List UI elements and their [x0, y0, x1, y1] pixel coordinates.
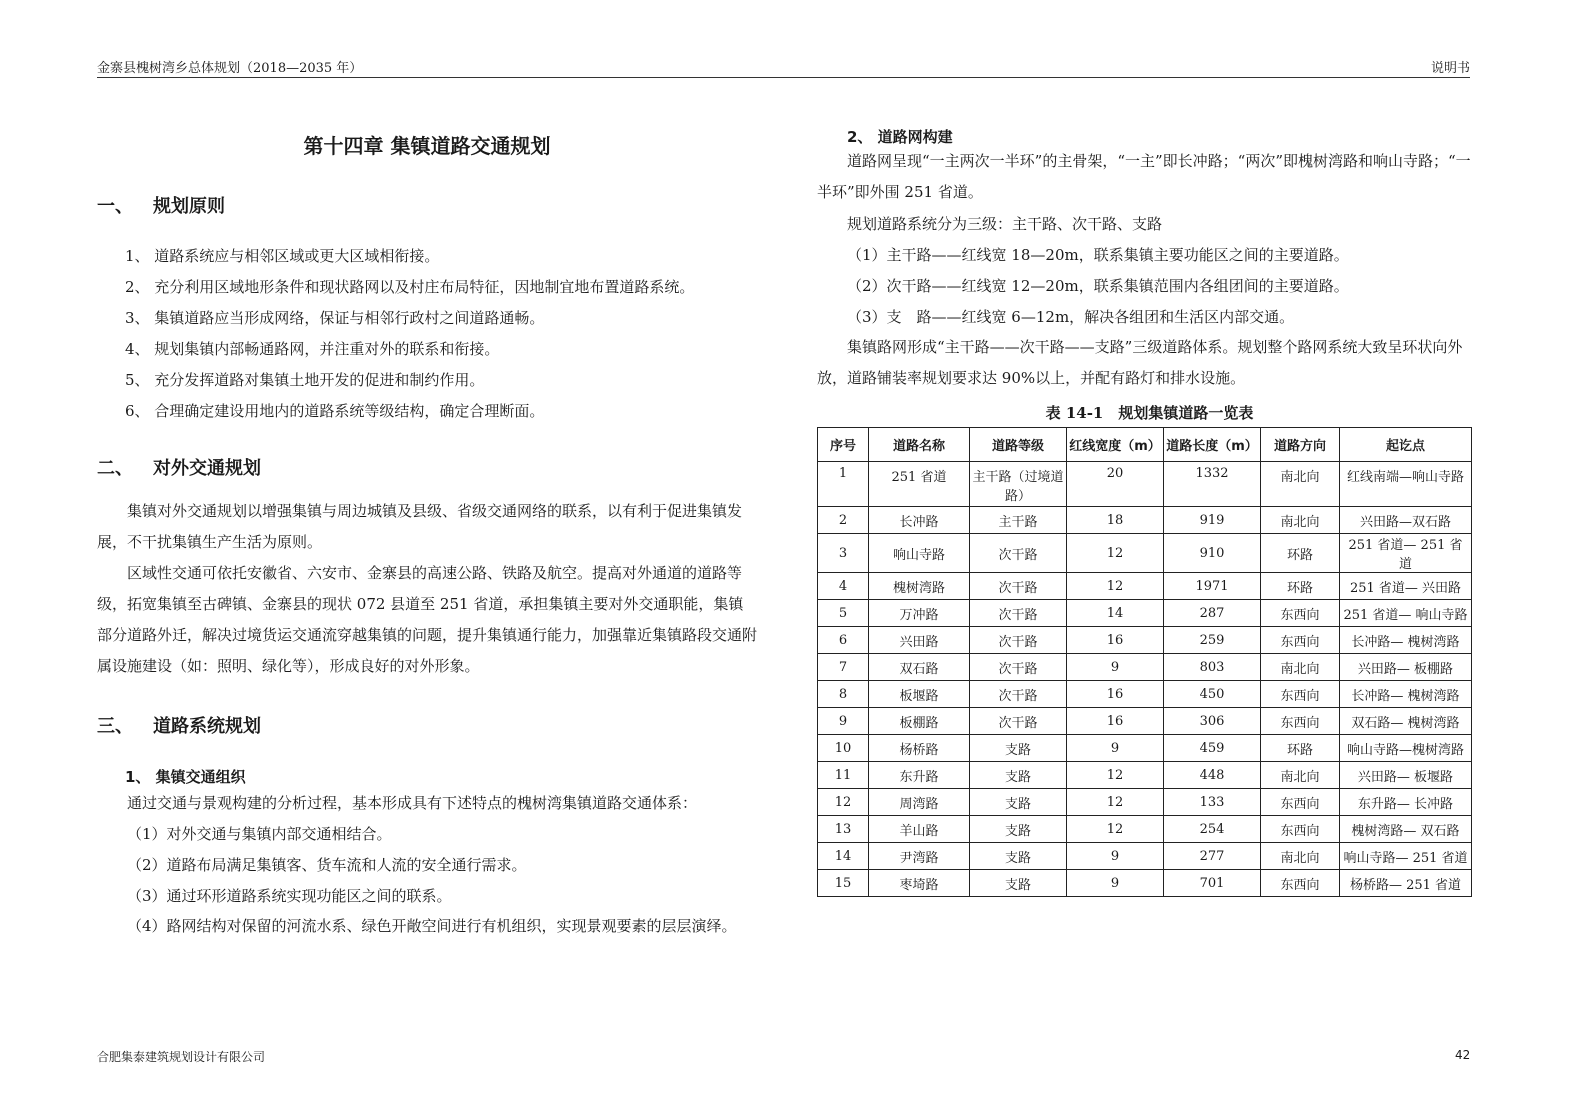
- table-cell: 响山寺路— 251 省道: [1340, 843, 1472, 870]
- header-document-type: 说明书: [1430, 61, 1470, 76]
- table-cell: 251 省道— 响山寺路: [1340, 600, 1472, 627]
- table-cell: 12: [1067, 573, 1164, 600]
- table-cell: 响山寺路—槐树湾路: [1340, 735, 1472, 762]
- table-cell: 板堰路: [869, 681, 970, 708]
- table-cell: 东西向: [1261, 600, 1340, 627]
- column-header: 起讫点: [1340, 428, 1472, 462]
- table-cell: 支路: [970, 789, 1067, 816]
- table-row: [818, 462, 1472, 507]
- table-cell: 双石路: [869, 654, 970, 681]
- list-item: 1、 道路系统应与相邻区域或更大区域相衔接。: [125, 247, 440, 265]
- table-cell: 9: [1067, 735, 1164, 762]
- paragraph: 道路网呈现“一主两次一半环”的主骨架，“一主”即长冲路；“两次”即槐树湾路和响山寺路；“一半环”即外围 251 省道。: [817, 152, 1471, 201]
- table-cell: 东升路— 长冲路: [1340, 789, 1472, 816]
- table-row: [818, 627, 1472, 654]
- table-cell: 133: [1164, 789, 1261, 816]
- paragraph: 集镇路网形成“主干路——次干路——支路”三级道路体系。规划整个路网系统大致呈环状向外放，道路铺装率规划要求达 90%以上，并配有路灯和排水设施。: [817, 338, 1463, 387]
- table-cell: 5: [818, 600, 869, 627]
- table-cell: 9: [1067, 870, 1164, 897]
- table-cell: 12: [1067, 534, 1164, 573]
- list-item: （1）对外交通与集镇内部交通相结合。: [127, 825, 392, 843]
- table-cell: 槐树湾路: [869, 573, 970, 600]
- table-row: [818, 708, 1472, 735]
- table-cell: 6: [818, 627, 869, 654]
- table-cell: 287: [1164, 600, 1261, 627]
- table-cell: 主干路: [970, 507, 1067, 534]
- table-cell: 羊山路: [869, 816, 970, 843]
- table-cell: 10: [818, 735, 869, 762]
- table-cell: 东西向: [1261, 681, 1340, 708]
- table-cell: 9: [818, 708, 869, 735]
- table-cell: 环路: [1261, 534, 1340, 573]
- table-cell: 12: [818, 789, 869, 816]
- column-header: 序号: [818, 428, 869, 462]
- list-item: 2、 充分利用区域地形条件和现状路网以及村庄布局特征，因地制宜地布置道路系统。: [125, 278, 695, 296]
- section-heading-1: [97, 192, 225, 218]
- column-header: 道路等级: [970, 428, 1067, 462]
- list-item: （4）路网结构对保留的河流水系、绿色开敞空间进行有机组织，实现景观要素的层层演绎。: [127, 917, 737, 935]
- table-cell: 459: [1164, 735, 1261, 762]
- table-row: [818, 573, 1472, 600]
- table-cell: 16: [1067, 708, 1164, 735]
- table-cell: 251 省道— 兴田路: [1340, 573, 1472, 600]
- table-cell: 448: [1164, 762, 1261, 789]
- table-cell: 东西向: [1261, 708, 1340, 735]
- list-item: 6、 合理确定建设用地内的道路系统等级结构，确定合理断面。: [125, 402, 545, 420]
- table-cell: 13: [818, 816, 869, 843]
- table-cell: 响山寺路: [869, 534, 970, 573]
- table-cell: 9: [1067, 843, 1164, 870]
- table-row: [818, 600, 1472, 627]
- table-cell: 11: [818, 762, 869, 789]
- table-cell: 东西向: [1261, 627, 1340, 654]
- table-cell: 12: [1067, 762, 1164, 789]
- table-cell: 18: [1067, 507, 1164, 534]
- table-row: [818, 762, 1472, 789]
- page-number: 42: [1455, 1048, 1471, 1062]
- table-row: [818, 843, 1472, 870]
- road-table: [817, 427, 1472, 897]
- table-cell: 7: [818, 654, 869, 681]
- table-cell: 杨桥路— 251 省道: [1340, 870, 1472, 897]
- table-cell: 254: [1164, 816, 1261, 843]
- table-cell: 东西向: [1261, 870, 1340, 897]
- table-cell: 12: [1067, 816, 1164, 843]
- table-cell: 14: [818, 843, 869, 870]
- subsection-title: 1、 集镇交通组织: [125, 768, 246, 786]
- table-cell: 1332: [1164, 462, 1261, 507]
- section-heading-3: [97, 712, 261, 738]
- table-cell: 东西向: [1261, 816, 1340, 843]
- table-cell: 20: [1067, 462, 1164, 507]
- table-caption: 表 14-1 规划集镇道路一览表: [1045, 404, 1254, 422]
- paragraph: 通过交通与景观构建的分析过程，基本形成具有下述特点的槐树湾集镇道路交通体系：: [127, 794, 698, 812]
- table-cell: 南北向: [1261, 654, 1340, 681]
- table-cell: 南北向: [1261, 462, 1340, 507]
- section-number: 三、: [97, 716, 133, 737]
- table-cell: 周湾路: [869, 789, 970, 816]
- table-cell: 8: [818, 681, 869, 708]
- table-row: [818, 681, 1472, 708]
- paragraph: 集镇对外交通规划以增强集镇与周边城镇及县级、省级交通网络的联系，以有利于促进集镇发展，不干扰集镇生产生活为原则。: [97, 502, 743, 551]
- table-cell: 次干路: [970, 627, 1067, 654]
- table-cell: 尹湾路: [869, 843, 970, 870]
- table-row: [818, 789, 1472, 816]
- table-cell: 1: [818, 462, 869, 507]
- table-cell: 259: [1164, 627, 1261, 654]
- table-cell: 东西向: [1261, 789, 1340, 816]
- table-cell: 兴田路— 板堰路: [1340, 762, 1472, 789]
- table-cell: 槐树湾路— 双石路: [1340, 816, 1472, 843]
- table-row: [818, 816, 1472, 843]
- table-cell: 1971: [1164, 573, 1261, 600]
- table-cell: 14: [1067, 600, 1164, 627]
- table-cell: 277: [1164, 843, 1261, 870]
- paragraph: 区域性交通可依托安徽省、六安市、金寨县的高速公路、铁路及航空。提高对外通道的道路等级，拓宽集镇至古碑镇、金寨县的现状 072 县道至 251 省道，承担集镇主要对外交通职能，集镇部分道路外迁，解决过境货运交通流穿越集镇的问题，提升集镇通行能力，加强靠近集镇路段交通附属设施建设（如：照明、绿化等），形成良好的对外形象。: [97, 564, 758, 675]
- table-cell: 环路: [1261, 735, 1340, 762]
- table-row: [818, 654, 1472, 681]
- table-cell: 支路: [970, 816, 1067, 843]
- table-cell: 长冲路— 槐树湾路: [1340, 627, 1472, 654]
- column-header: 道路长度（m）: [1164, 428, 1261, 462]
- table-cell: 次干路: [970, 600, 1067, 627]
- table-cell: 红线南端—响山寺路: [1340, 462, 1472, 507]
- table-cell: 南北向: [1261, 507, 1340, 534]
- list-item: 4、 规划集镇内部畅通路网，并注重对外的联系和衔接。: [125, 340, 500, 358]
- column-header: 红线宽度（m）: [1067, 428, 1164, 462]
- table-cell: 支路: [970, 762, 1067, 789]
- chapter-title: 第十四章 集镇道路交通规划: [303, 134, 551, 158]
- column-header: 道路方向: [1261, 428, 1340, 462]
- table-row: [818, 870, 1472, 897]
- table-cell: 杨桥路: [869, 735, 970, 762]
- table-cell: 兴田路— 板棚路: [1340, 654, 1472, 681]
- list-item: （1）主干路——红线宽 18—20m，联系集镇主要功能区之间的主要道路。: [847, 246, 1349, 264]
- table-cell: 910: [1164, 534, 1261, 573]
- table-cell: 南北向: [1261, 762, 1340, 789]
- list-item: （2）次干路——红线宽 12—20m，联系集镇范围内各组团间的主要道路。: [847, 277, 1349, 295]
- table-cell: 次干路: [970, 708, 1067, 735]
- table-cell: 东升路: [869, 762, 970, 789]
- section-title: 规划原则: [153, 196, 225, 217]
- section-heading-2: [97, 454, 261, 480]
- table-cell: 板棚路: [869, 708, 970, 735]
- page-header: [97, 55, 1470, 78]
- table-cell: 长冲路— 槐树湾路: [1340, 681, 1472, 708]
- section-title: 道路系统规划: [153, 716, 261, 737]
- paragraph: 规划道路系统分为三级：主干路、次干路、支路: [847, 215, 1163, 233]
- table-cell: 南北向: [1261, 843, 1340, 870]
- table-cell: 主干路（过境道路）: [970, 462, 1067, 507]
- table-cell: 环路: [1261, 573, 1340, 600]
- table-cell: 251 省道: [869, 462, 970, 507]
- table-cell: 支路: [970, 843, 1067, 870]
- table-cell: 兴田路: [869, 627, 970, 654]
- table-cell: 兴田路—双石路: [1340, 507, 1472, 534]
- table-row: [818, 507, 1472, 534]
- table-row: [818, 735, 1472, 762]
- table-cell: 306: [1164, 708, 1261, 735]
- table-cell: 803: [1164, 654, 1261, 681]
- table-cell: 919: [1164, 507, 1261, 534]
- table-cell: 枣埼路: [869, 870, 970, 897]
- section-number: 一、: [97, 196, 133, 217]
- section-title: 对外交通规划: [153, 458, 261, 479]
- table-cell: 4: [818, 573, 869, 600]
- table-cell: 万冲路: [869, 600, 970, 627]
- column-header: 道路名称: [869, 428, 970, 462]
- footer-company: 合肥集泰建筑规划设计有限公司: [97, 1050, 266, 1064]
- table-cell: 16: [1067, 681, 1164, 708]
- table-cell: 701: [1164, 870, 1261, 897]
- table-cell: 3: [818, 534, 869, 573]
- list-item: （3）支 路——红线宽 6—12m，解决各组团和生活区内部交通。: [847, 308, 1295, 326]
- table-cell: 9: [1067, 654, 1164, 681]
- table-cell: 次干路: [970, 534, 1067, 573]
- table-cell: 次干路: [970, 654, 1067, 681]
- list-item: 5、 充分发挥道路对集镇土地开发的促进和制约作用。: [125, 371, 485, 389]
- table-cell: 16: [1067, 627, 1164, 654]
- header-document-title: 金寨县槐树湾乡总体规划（2018—2035 年）: [97, 61, 363, 76]
- table-cell: 次干路: [970, 681, 1067, 708]
- section-number: 二、: [97, 458, 133, 479]
- table-cell: 251 省道— 251 省道: [1340, 534, 1472, 573]
- table-row: [818, 534, 1472, 573]
- table-cell: 次干路: [970, 573, 1067, 600]
- table-cell: 2: [818, 507, 869, 534]
- table-cell: 长冲路: [869, 507, 970, 534]
- table-cell: 15: [818, 870, 869, 897]
- list-item: （3）通过环形道路系统实现功能区之间的联系。: [127, 887, 452, 905]
- table-header-row: [818, 428, 1472, 462]
- table-cell: 450: [1164, 681, 1261, 708]
- table-cell: 12: [1067, 789, 1164, 816]
- list-item: 3、 集镇道路应当形成网络，保证与相邻行政村之间道路通畅。: [125, 309, 545, 327]
- subsection-title: 2、 道路网构建: [847, 128, 953, 146]
- table-cell: 双石路— 槐树湾路: [1340, 708, 1472, 735]
- list-item: （2）道路布局满足集镇客、货车流和人流的安全通行需求。: [127, 856, 527, 874]
- table-cell: 支路: [970, 735, 1067, 762]
- table-cell: 支路: [970, 870, 1067, 897]
